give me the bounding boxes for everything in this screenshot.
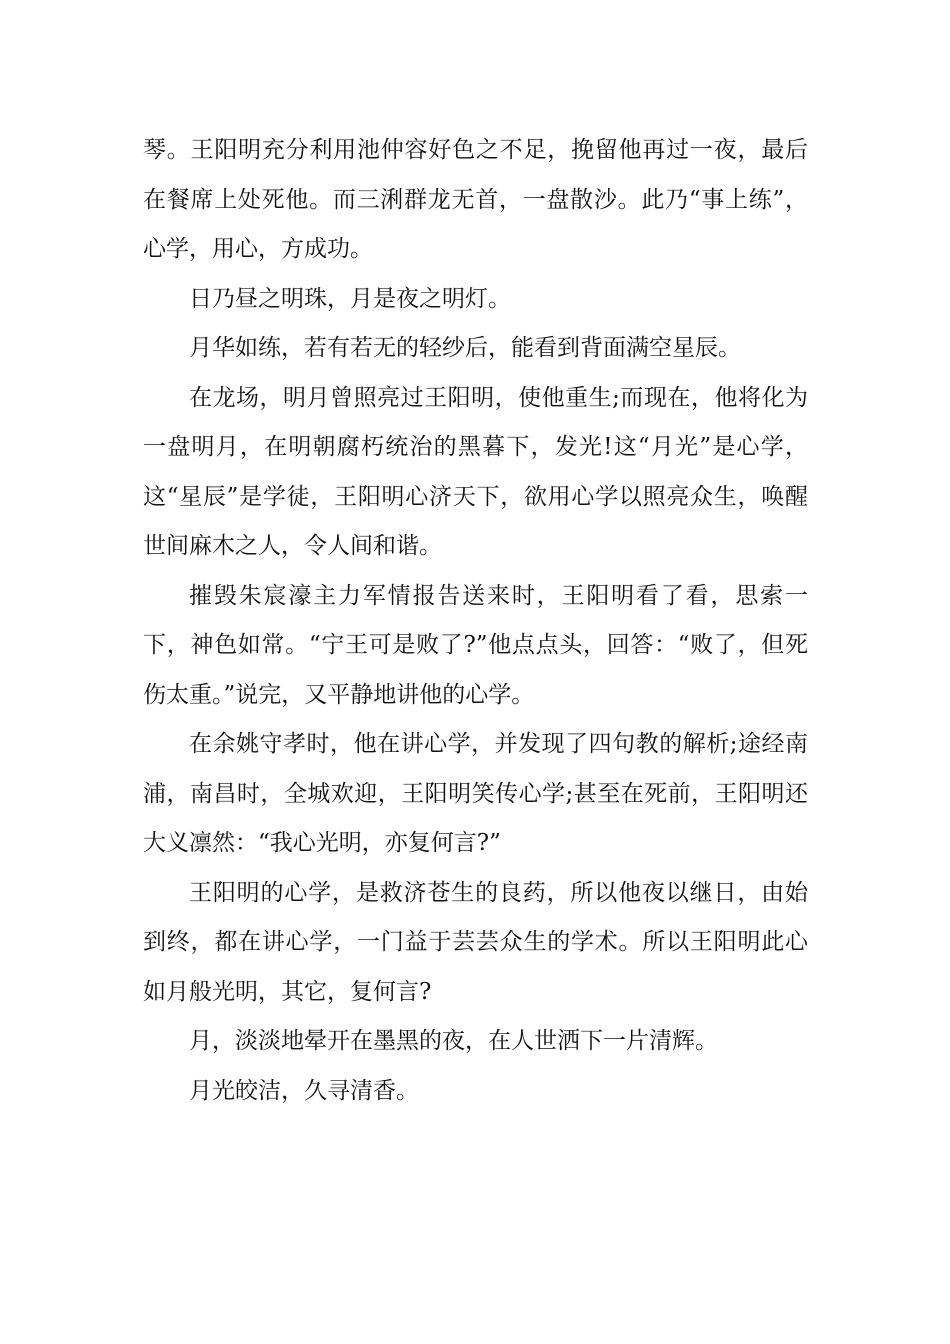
paragraph: 月光皎洁，久寻清香。 [189, 1077, 419, 1104]
paragraph-continuation: 琴。王阳明充分利用池仲容好色之不足，挽留他再过一夜，最后在餐席上处死他。而三浰群龙无首，一盘散沙。此乃“事上练”，心学，用心，方成功。 [143, 137, 808, 262]
paragraph: 日乃昼之明珠，月是夜之明灯。 [189, 285, 511, 312]
paragraph: 月华如练，若有若无的轻纱后，能看到背面满空星辰。 [189, 335, 741, 361]
paragraph: 摧毁朱宸濠主力军情报告送来时，王阳明看了看，思索一下，神色如常。“宁王可是败了?”他点点头，回答：“败了，但死伤太重。”说完，又平静地讲他的心学。 [143, 582, 808, 708]
paragraph: 在余姚守孝时，他在讲心学，并发现了四句教的解析;途经南浦，南昌时，全城欢迎，王阳明笑传心学;甚至在死前，王阳明还大义凛然：“我心光明，亦复何言?” [143, 731, 808, 856]
paragraph: 王阳明的心学，是救济苍生的良药，所以他夜以继日，由始到终，都在讲心学，一门益于芸芸众生的学术。所以王阳明此心如月般光明，其它，复何言? [143, 879, 808, 1005]
paragraph: 在龙场，明月曾照亮过王阳明，使他重生;而现在，他将化为一盘明月，在明朝腐朽统治的黑暮下，发光!这“月光”是心学，这“星辰”是学徒，王阳明心济天下，欲用心学以照亮众生，唤醒世间麻木之人，令人间和谐。 [143, 384, 808, 559]
document-body [143, 126, 808, 1116]
paragraph: 月，淡淡地晕开在墨黑的夜，在人世洒下一片清辉。 [189, 1028, 718, 1054]
